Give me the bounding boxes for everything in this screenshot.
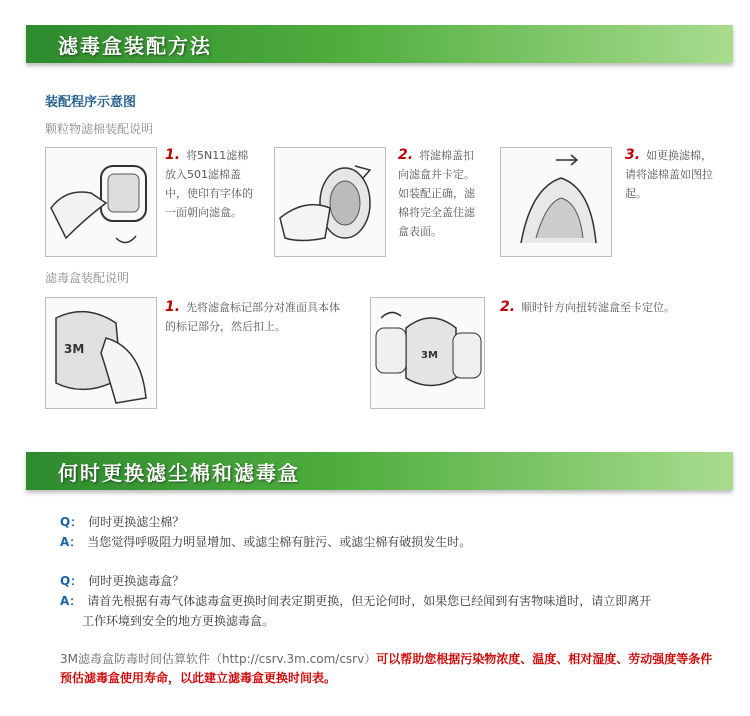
particulate-step-1 [165,146,255,222]
particulate-step-3 [625,146,720,203]
diagram-title: 装配程序示意图 [45,95,137,110]
qa-1-a-label: A： [60,535,82,549]
replacement-banner [26,452,733,490]
qa-1-q-text: 何时更换滤尘棉？ [88,515,185,529]
cartridge-step-1 [165,298,350,336]
qa-1-answer [60,532,471,552]
cartridge-step-2-illustration [370,297,485,409]
mask-logo-text: 3M [64,342,85,356]
particulate-step-1-illustration [45,147,157,257]
cartridge-step-2-text: 顺时针方向扭转滤盒至卡定位。 [521,301,676,314]
particulate-step-1-number: 1. [165,147,181,163]
particulate-step-2-number: 2. [398,147,414,163]
qa-2-question [60,571,184,591]
particulate-step-1-text: 将5N11滤棉放入501滤棉盖中，使印有字体的一面朝向滤盒。 [165,149,253,219]
tip-highlight-text: 可以帮助您根据污染物浓度、温度、相对湿度、劳动强度等条件预估滤毒盒使用寿命，以此建立滤毒盒更换时间表。 [60,652,713,685]
particulate-step-2 [398,146,483,241]
cartridge-step-2-number: 2. [500,299,516,315]
qa-2-q-text: 何时更换滤毒盒？ [88,574,185,588]
cartridge-step-2 [500,298,720,317]
assembly-method-title: 滤毒盒装配方法 [58,34,212,58]
qa-2-q-label: Q： [60,574,83,588]
replacement-title: 何时更换滤尘棉和滤毒盒 [58,461,300,485]
particulate-step-3-number: 3. [625,147,641,163]
qa-2-answer [60,591,652,631]
qa-2-a-text: 请首先根据有毒气体滤毒盒更换时间表定期更换，但无论何时，如果您已经闻到有害物味道时，请立即离开工作环境到安全的地方更换滤毒盒。 [82,594,652,628]
cartridge-step-1-number: 1. [165,299,181,315]
assembly-method-banner [26,25,733,63]
estimation-software-tip [60,650,720,688]
cartridge-step-1-illustration [45,297,157,409]
particulate-step-2-text: 将滤棉盖扣向滤盒并卡定。如装配正确，滤棉将完全盖住滤盒表面。 [398,149,475,238]
mask-logo-text-2: 3M [421,350,438,361]
cartridge-step-1-text: 先将滤盒标记部分对准面具本体的标记部分，然后扣上。 [165,301,341,333]
particulate-caption: 颗粒物滤棉装配说明 [45,122,154,136]
qa-2-a-label: A： [60,594,82,608]
tip-normal-text: 3M滤毒盒防毒时间估算软件（http://csrv.3m.com/csrv） [60,652,377,666]
cartridge-caption: 滤毒盒装配说明 [45,271,130,285]
particulate-step-3-text: 如更换滤棉，请将滤棉盖如图拉起。 [625,149,713,200]
particulate-step-3-illustration [500,147,612,257]
qa-1-a-text: 当您觉得呼吸阻力明显增加、或滤尘棉有脏污、或滤尘棉有破损发生时。 [87,535,472,549]
qa-1-q-label: Q： [60,515,83,529]
particulate-step-2-illustration [274,147,386,257]
qa-1-question [60,512,184,532]
